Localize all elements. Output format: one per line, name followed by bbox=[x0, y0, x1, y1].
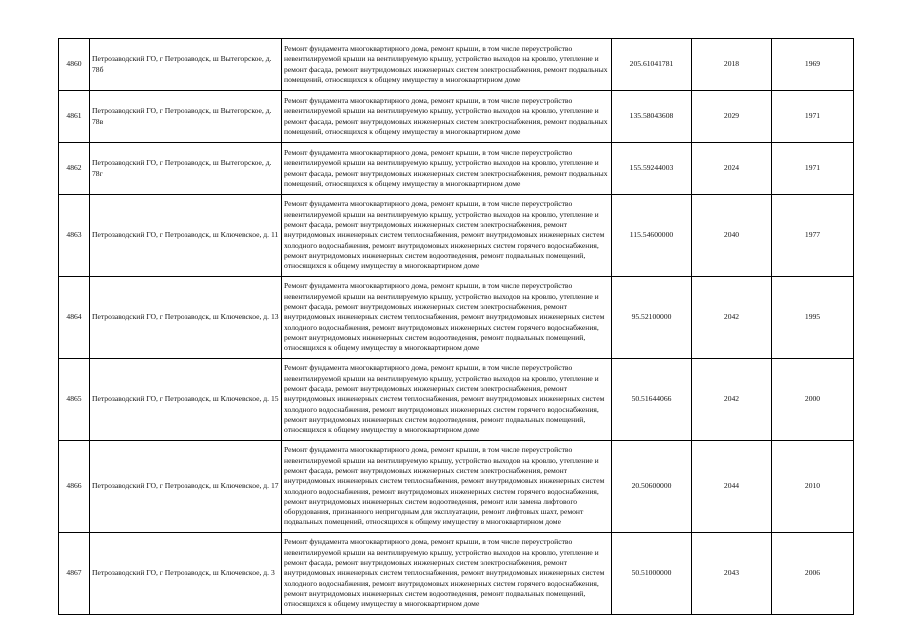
cost-cell: 50.51000000 bbox=[612, 533, 692, 615]
cost-cell: 95.52100000 bbox=[612, 277, 692, 359]
works-cell: Ремонт фундамента многоквартирного дома, ремонт крыши, в том числе переустройство невентилируемой крыши на вентилируемую крышу, устройство выходов на кровлю, утепление и ремонт фасада, ремонт внутридомовых инженерных систем электроснабжения, ремонт подвальных помещений, относящихся к общему имуществу в многоквартирном доме bbox=[282, 39, 612, 91]
table-row bbox=[59, 441, 854, 533]
cost-cell: 115.54600000 bbox=[612, 195, 692, 277]
repair-year-cell: 2044 bbox=[692, 441, 772, 533]
build-year-cell: 1995 bbox=[772, 277, 854, 359]
address-cell: Петрозаводский ГО, г Петрозаводск, ш Вытегорское, д. 78г bbox=[90, 143, 282, 195]
build-year-cell: 2010 bbox=[772, 441, 854, 533]
row-number: 4860 bbox=[59, 39, 90, 91]
table-row bbox=[59, 195, 854, 277]
repair-year-cell: 2042 bbox=[692, 359, 772, 441]
row-number: 4864 bbox=[59, 277, 90, 359]
build-year-cell: 1971 bbox=[772, 143, 854, 195]
cost-cell: 135.58043608 bbox=[612, 91, 692, 143]
repair-year-cell: 2043 bbox=[692, 533, 772, 615]
build-year-cell: 2000 bbox=[772, 359, 854, 441]
table-row bbox=[59, 39, 854, 91]
address-cell: Петрозаводский ГО, г Петрозаводск, ш Вытегорское, д. 78в bbox=[90, 91, 282, 143]
address-cell: Петрозаводский ГО, г Петрозаводск, ш Вытегорское, д. 78б bbox=[90, 39, 282, 91]
row-number: 4862 bbox=[59, 143, 90, 195]
cost-cell: 50.51644066 bbox=[612, 359, 692, 441]
works-cell: Ремонт фундамента многоквартирного дома, ремонт крыши, в том числе переустройство невентилируемой крыши на вентилируемую крышу, устройство выходов на кровлю, утепление и ремонт фасада, ремонт внутридомовых инженерных систем электроснабжения, ремонт внутридомовых инженерных систем теплоснабжения, ремонт внутридомовых инженерных систем холодного водоснабжения, ремонт внутридомовых инженерных систем горячего водоснабжения, ремонт внутридомовых инженерных систем водоотведения, ремонт подвальных помещений, относящихся к общему имуществу в многоквартирном доме bbox=[282, 533, 612, 615]
repair-year-cell: 2040 bbox=[692, 195, 772, 277]
repair-year-cell: 2018 bbox=[692, 39, 772, 91]
works-cell: Ремонт фундамента многоквартирного дома, ремонт крыши, в том числе переустройство невентилируемой крыши на вентилируемую крышу, устройство выходов на кровлю, утепление и ремонт фасада, ремонт внутридомовых инженерных систем электроснабжения, ремонт подвальных помещений, относящихся к общему имуществу в многоквартирном доме bbox=[282, 143, 612, 195]
row-number: 4866 bbox=[59, 441, 90, 533]
table-row bbox=[59, 533, 854, 615]
cost-cell: 205.61041781 bbox=[612, 39, 692, 91]
address-cell: Петрозаводский ГО, г Петрозаводск, ш Ключевское, д. 3 bbox=[90, 533, 282, 615]
works-cell: Ремонт фундамента многоквартирного дома, ремонт крыши, в том числе переустройство невентилируемой крыши на вентилируемую крышу, устройство выходов на кровлю, утепление и ремонт фасада, ремонт внутридомовых инженерных систем электроснабжения, ремонт внутридомовых инженерных систем теплоснабжения, ремонт внутридомовых инженерных систем холодного водоснабжения, ремонт внутридомовых инженерных систем горячего водоснабжения, ремонт внутридомовых инженерных систем водоотведения, ремонт подвальных помещений, относящихся к общему имуществу в многоквартирном доме bbox=[282, 195, 612, 277]
cost-cell: 155.59244003 bbox=[612, 143, 692, 195]
build-year-cell: 1977 bbox=[772, 195, 854, 277]
works-cell: Ремонт фундамента многоквартирного дома, ремонт крыши, в том числе переустройство невентилируемой крыши на вентилируемую крышу, устройство выходов на кровлю, утепление и ремонт фасада, ремонт внутридомовых инженерных систем электроснабжения, ремонт подвальных помещений, относящихся к общему имуществу в многоквартирном доме bbox=[282, 91, 612, 143]
repair-year-cell: 2024 bbox=[692, 143, 772, 195]
table-row bbox=[59, 143, 854, 195]
capital-repair-table bbox=[58, 38, 854, 615]
build-year-cell: 1969 bbox=[772, 39, 854, 91]
repair-year-cell: 2029 bbox=[692, 91, 772, 143]
works-cell: Ремонт фундамента многоквартирного дома, ремонт крыши, в том числе переустройство невентилируемой крыши на вентилируемую крышу, устройство выходов на кровлю, утепление и ремонт фасада, ремонт внутридомовых инженерных систем электроснабжения, ремонт внутридомовых инженерных систем теплоснабжения, ремонт внутридомовых инженерных систем холодного водоснабжения, ремонт внутридомовых инженерных систем горячего водоснабжения, ремонт внутридомовых инженерных систем водоотведения, ремонт подвальных помещений, относящихся к общему имуществу в многоквартирном доме bbox=[282, 277, 612, 359]
row-number: 4865 bbox=[59, 359, 90, 441]
table-row bbox=[59, 277, 854, 359]
cost-cell: 20.50600000 bbox=[612, 441, 692, 533]
row-number: 4861 bbox=[59, 91, 90, 143]
row-number: 4863 bbox=[59, 195, 90, 277]
works-cell: Ремонт фундамента многоквартирного дома, ремонт крыши, в том числе переустройство невентилируемой крыши на вентилируемую крышу, устройство выходов на кровлю, утепление и ремонт фасада, ремонт внутридомовых инженерных систем электроснабжения, ремонт внутридомовых инженерных систем теплоснабжения, ремонт внутридомовых инженерных систем холодного водоснабжения, ремонт внутридомовых инженерных систем горячего водоснабжения, ремонт внутридомовых инженерных систем водоотведения, ремонт или замена лифтового оборудования, признанного непригодным для эксплуатации, ремонт лифтовых шахт, ремонт подвальных помещений, относящихся к общему имуществу в многоквартирном доме bbox=[282, 441, 612, 533]
address-cell: Петрозаводский ГО, г Петрозаводск, ш Ключевское, д. 11 bbox=[90, 195, 282, 277]
build-year-cell: 2006 bbox=[772, 533, 854, 615]
address-cell: Петрозаводский ГО, г Петрозаводск, ш Ключевское, д. 15 bbox=[90, 359, 282, 441]
address-cell: Петрозаводский ГО, г Петрозаводск, ш Ключевское, д. 13 bbox=[90, 277, 282, 359]
row-number: 4867 bbox=[59, 533, 90, 615]
works-cell: Ремонт фундамента многоквартирного дома, ремонт крыши, в том числе переустройство невентилируемой крыши на вентилируемую крышу, устройство выходов на кровлю, утепление и ремонт фасада, ремонт внутридомовых инженерных систем электроснабжения, ремонт внутридомовых инженерных систем теплоснабжения, ремонт внутридомовых инженерных систем холодного водоснабжения, ремонт внутридомовых инженерных систем горячего водоснабжения, ремонт внутридомовых инженерных систем водоотведения, ремонт подвальных помещений, относящихся к общему имуществу в многоквартирном доме bbox=[282, 359, 612, 441]
table-row bbox=[59, 91, 854, 143]
repair-year-cell: 2042 bbox=[692, 277, 772, 359]
address-cell: Петрозаводский ГО, г Петрозаводск, ш Ключевское, д. 17 bbox=[90, 441, 282, 533]
table-row bbox=[59, 359, 854, 441]
build-year-cell: 1971 bbox=[772, 91, 854, 143]
